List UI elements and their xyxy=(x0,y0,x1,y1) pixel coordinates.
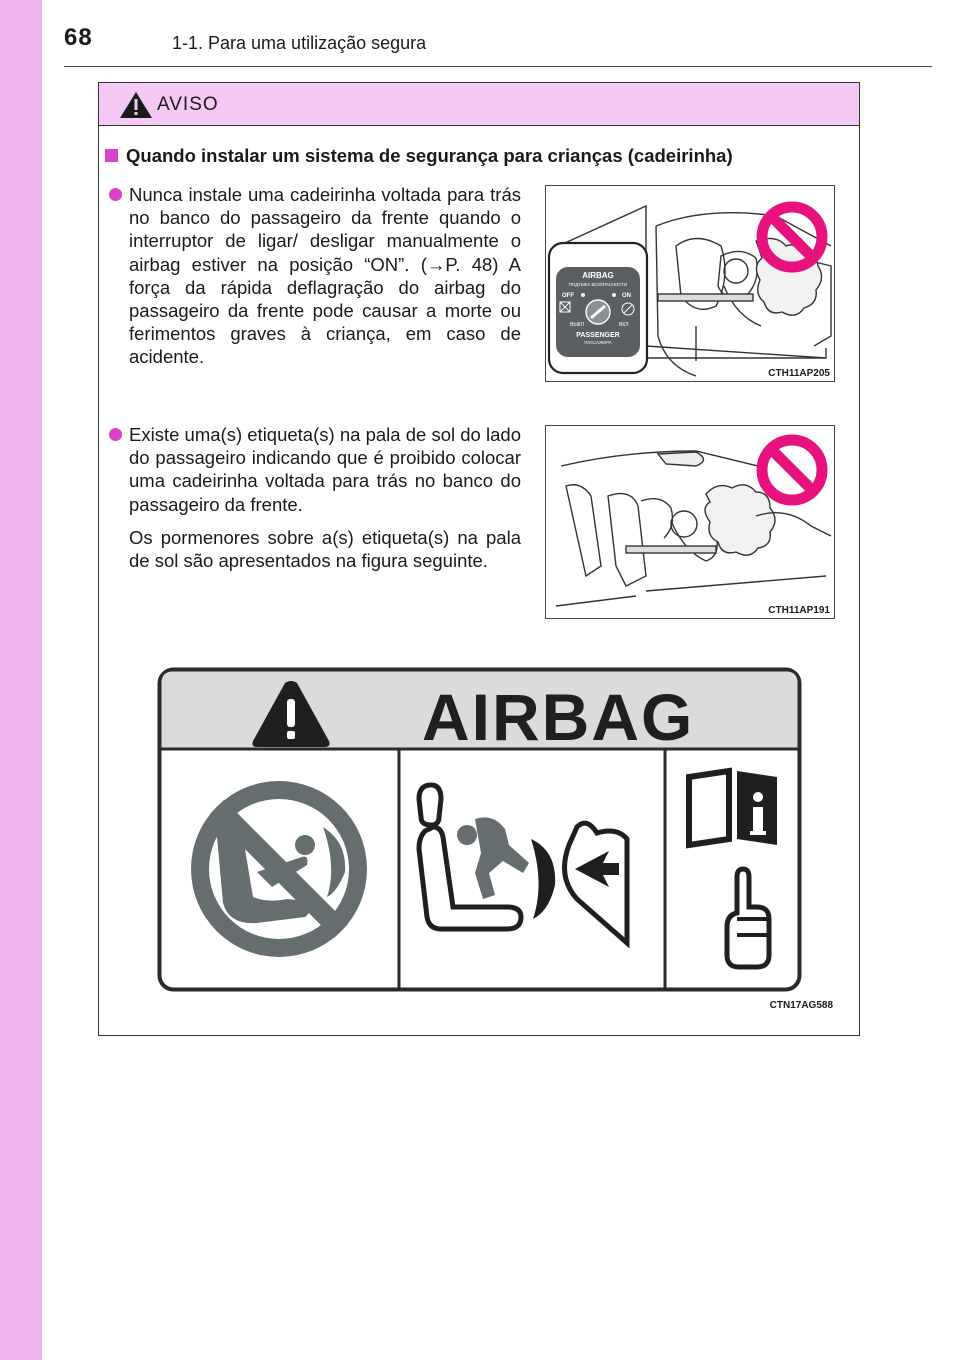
bullet-paragraph: Existe uma(s) etiqueta(s) na pala de sol do lado do passageiro indicando que é proibido colocar uma cadeirinha voltada para trás no banco do passageiro da frente. xyxy=(129,424,521,515)
page-number: 68 xyxy=(64,24,93,51)
warning-label: AVISO xyxy=(157,94,219,115)
switch-off-ru-label: ВЫКЛ xyxy=(570,322,584,328)
switch-title: AIRBAG xyxy=(582,271,614,280)
switch-subtitle: ПОДУШКА БЕЗОПАСНОСТИ xyxy=(568,282,628,287)
header-rule xyxy=(64,66,932,67)
child-seat-airbag-illustration xyxy=(546,426,835,619)
bullet-item xyxy=(129,183,521,369)
switch-on-label: ON xyxy=(622,293,631,299)
square-bullet-icon xyxy=(105,149,118,162)
label-title: AIRBAG xyxy=(422,680,695,754)
bullet-item xyxy=(129,423,521,572)
figure-code: CTH11AP205 xyxy=(768,368,830,379)
figure-code: CTH11AP191 xyxy=(768,605,830,616)
chapter-side-tab xyxy=(0,0,42,1360)
switch-on-ru-label: ВКЛ xyxy=(619,322,629,328)
figure-child-seat-airbag xyxy=(545,425,835,619)
switch-passenger-label: PASSENGER xyxy=(576,332,620,339)
airbag-warning-label xyxy=(157,667,803,993)
warning-triangle-icon xyxy=(119,91,153,119)
airbag-switch-illustration xyxy=(546,186,835,382)
no-rear-facing-child-seat-icon xyxy=(191,781,367,957)
warning-box xyxy=(98,82,860,1036)
warning-subheading: Quando instalar um sistema de segurança para crianças (cadeirinha) xyxy=(105,145,733,167)
prohibition-sign-icon xyxy=(762,440,822,500)
switch-passenger-ru-label: ПАССАЖИРА xyxy=(584,340,612,345)
section-title: 1-1. Para uma utilização segura xyxy=(172,33,427,53)
round-bullet-icon xyxy=(109,428,122,441)
bullet-paragraph: Nunca instale uma cadeirinha voltada para trás no banco do passageiro da frente quando o interruptor de ligar/ desligar manualmente o airbag estiver na posição “ON”. (→P. 48) A força da rápida deflagração do airbag do passageiro da frente pode causar a morte ou ferimentos graves à criança, em caso de acidente. xyxy=(129,184,521,368)
figure-airbag-switch xyxy=(545,185,835,382)
label-figure-code: CTN17AG588 xyxy=(769,1000,833,1011)
bullet-paragraph: Os pormenores sobre a(s) etiqueta(s) na pala de sol são apresentados na figura seguinte. xyxy=(129,526,521,572)
warning-header xyxy=(99,83,859,126)
switch-off-label: OFF xyxy=(562,293,574,299)
round-bullet-icon xyxy=(109,188,122,201)
